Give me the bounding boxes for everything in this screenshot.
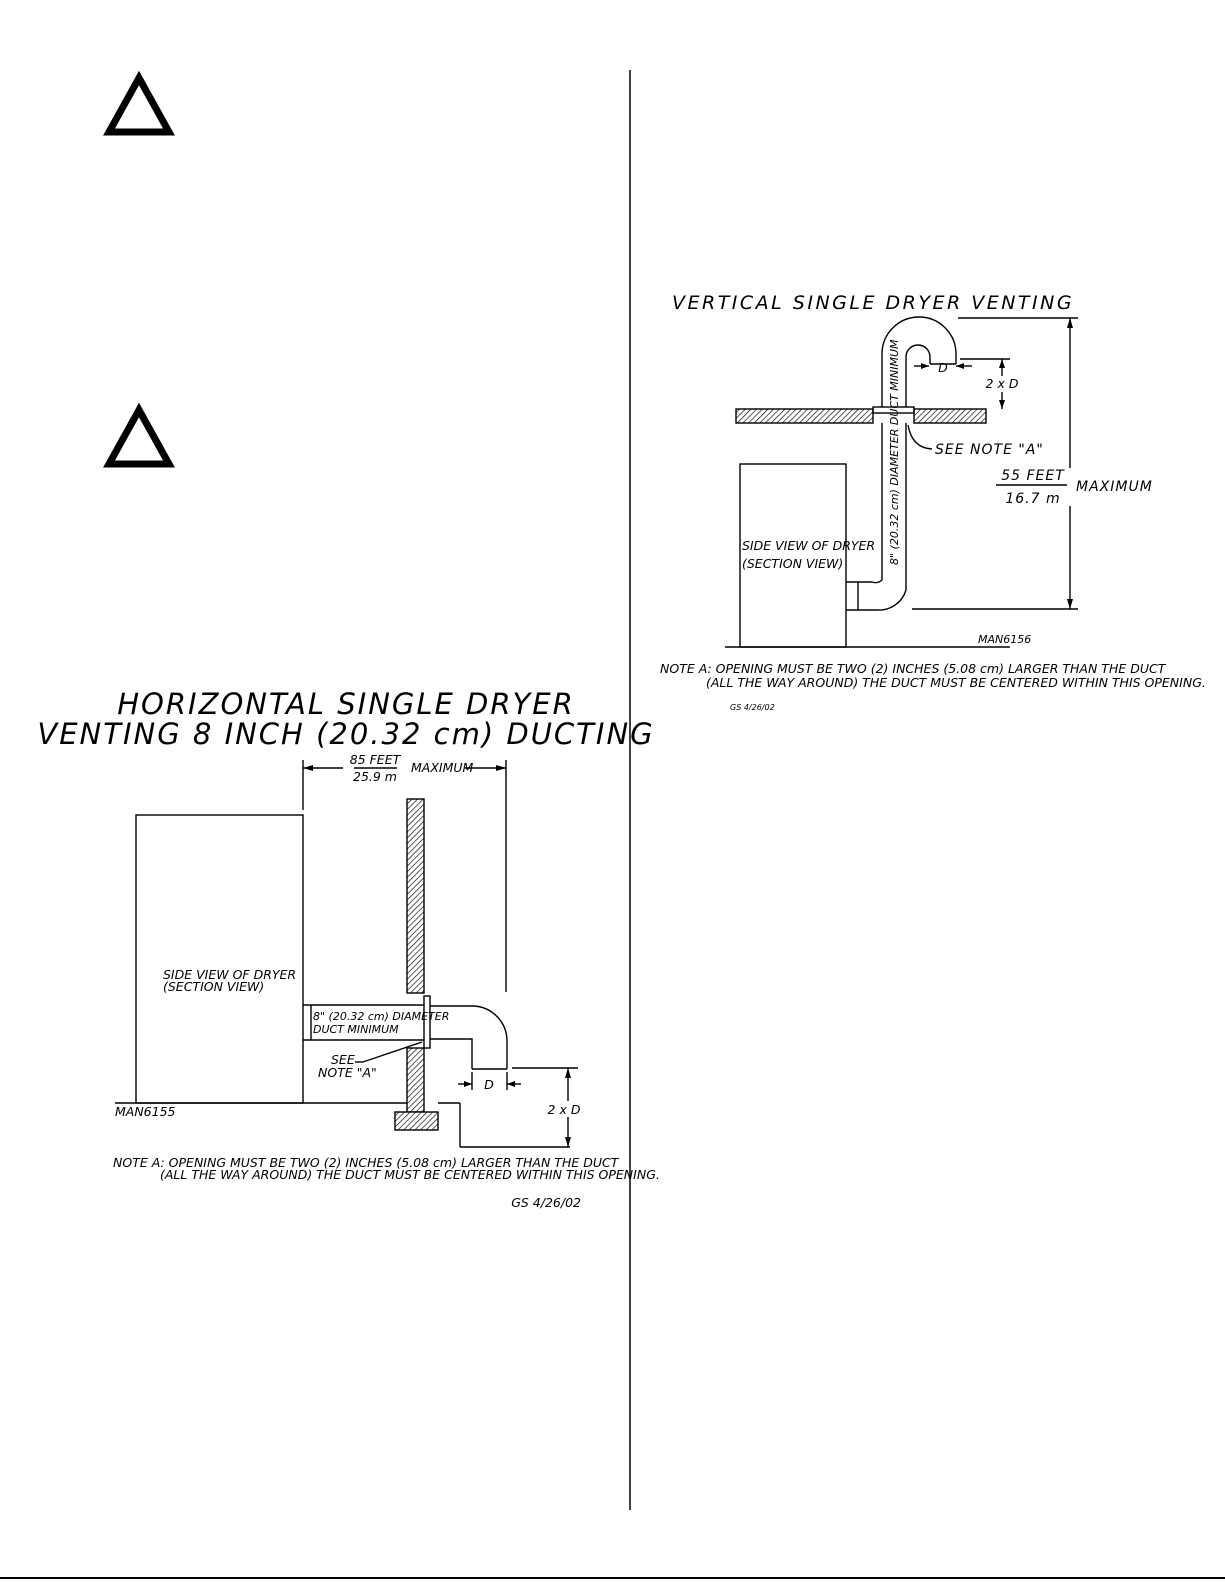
- vertical-length-feet: 55 FEET: [1001, 468, 1065, 484]
- horizontal-see-label: SEE: [331, 1052, 355, 1067]
- horizontal-duct-label1: 8" (20.32 cm) DIAMETER: [313, 1010, 450, 1023]
- wall-lower: [407, 1048, 424, 1112]
- horizontal-dryer-label2: (SECTION VIEW): [163, 979, 265, 994]
- horizontal-venting-diagram: [37, 687, 659, 1210]
- horizontal-d-label: D: [484, 1077, 494, 1092]
- vertical-2xd-label: 2 x D: [985, 376, 1019, 391]
- warning-triangle-icon: [109, 78, 169, 132]
- roof-left: [736, 409, 873, 423]
- horizontal-length-feet: 85 FEET: [349, 752, 401, 767]
- vertical-man-number: MAN6156: [978, 633, 1032, 646]
- horizontal-title-line1: HORIZONTAL SINGLE DRYER: [117, 687, 575, 721]
- vertical-length-m: 16.7 m: [1005, 491, 1061, 507]
- vertical-duct-label: 8" (20.32 cm) DIAMETER DUCT MINIMUM: [888, 339, 901, 565]
- vertical-dryer-label2: (SECTION VIEW): [742, 556, 844, 571]
- vertical-d-label: D: [938, 360, 948, 375]
- vertical-gs-date: GS 4/26/02: [730, 703, 775, 712]
- horizontal-2xd-label: 2 x D: [547, 1102, 581, 1117]
- vertical-venting-diagram: [660, 292, 1206, 712]
- horizontal-duct-label2: DUCT MINIMUM: [313, 1023, 399, 1036]
- horizontal-note-a-label: NOTE "A": [318, 1065, 377, 1080]
- warning-triangle-icon: [109, 410, 169, 464]
- horizontal-maximum-label: MAXIMUM: [411, 760, 474, 775]
- vertical-maximum-label: MAXIMUM: [1076, 479, 1153, 495]
- horizontal-note-line1: NOTE A: OPENING MUST BE TWO (2) INCHES (5.08 cm) LARGER THAN THE DUCT: [113, 1155, 619, 1170]
- vertical-see-note-label: SEE NOTE "A": [935, 442, 1044, 458]
- horizontal-gs-date: GS 4/26/02: [511, 1195, 581, 1210]
- horizontal-length-m: 25.9 m: [353, 769, 397, 784]
- vertical-title: VERTICAL SINGLE DRYER VENTING: [672, 292, 1075, 314]
- horizontal-title-line2: VENTING 8 INCH (20.32 cm) DUCTING: [37, 717, 655, 751]
- horizontal-man-number: MAN6155: [115, 1104, 176, 1119]
- horizontal-dryer-label1: SIDE VIEW OF DRYER: [163, 967, 297, 982]
- horizontal-note-line2: (ALL THE WAY AROUND) THE DUCT MUST BE CENTERED WITHIN THIS OPENING.: [160, 1167, 660, 1182]
- roof-right: [914, 409, 986, 423]
- wall-upper: [407, 799, 424, 993]
- dryer-side-view: [136, 815, 303, 1103]
- wall-footing: [395, 1112, 438, 1130]
- vertical-dryer-label1: SIDE VIEW OF DRYER: [742, 538, 876, 553]
- vertical-note-line1: NOTE A: OPENING MUST BE TWO (2) INCHES (5.08 cm) LARGER THAN THE DUCT: [660, 661, 1166, 676]
- vertical-note-line2: (ALL THE WAY AROUND) THE DUCT MUST BE CENTERED WITHIN THIS OPENING.: [706, 675, 1206, 690]
